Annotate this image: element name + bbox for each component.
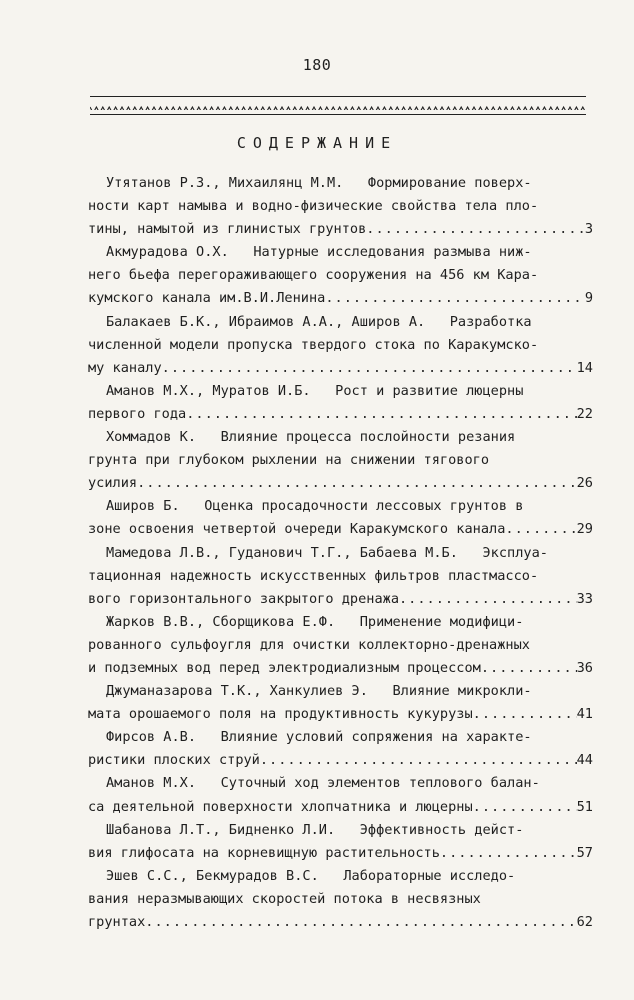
toc-entry	[88, 772, 593, 818]
toc-page-number: 14	[576, 359, 593, 376]
toc-page-number: 33	[576, 590, 593, 607]
toc-entry-line	[88, 287, 593, 310]
toc-entry-line: Утятанов Р.З., Михаилянц М.М. Формирование поверх-	[106, 175, 532, 191]
page-number: 180	[302, 56, 332, 74]
dot-leader	[162, 357, 577, 380]
toc-page-number: 62	[576, 914, 593, 930]
toc-entry-line	[88, 403, 593, 426]
toc-entry-line: Аширов Б. Оценка просадочности лессовых грунтов в	[106, 498, 524, 515]
toc-entry-line: Аманов М.Х. Суточный ход элементов теплового балан-	[106, 775, 540, 792]
toc-page-number: 41	[576, 706, 593, 723]
toc-entry-line: Эшев С.С., Бекмурадов В.С. Лабораторные исследо-	[106, 867, 516, 884]
toc-entry-line: Акмурадова О.Х. Натурные исследования размыва ниж-	[106, 244, 532, 261]
dot-leader	[505, 518, 576, 541]
toc-entry-line	[88, 357, 593, 380]
dot-leader	[366, 218, 585, 241]
toc-entry-text: и подземных вод перед электродиализным процессом	[88, 659, 481, 676]
dot-leader	[137, 472, 577, 495]
toc-entry-line	[88, 218, 593, 241]
toc-page-number: 36	[576, 659, 593, 676]
toc-entry-line: ности карт намыва и водно-физические свойства тела пло-	[88, 198, 539, 215]
table-of-contents	[88, 172, 593, 934]
toc-entry-line: рованного сульфоугля для очистки коллекторно-дренажных	[88, 636, 530, 653]
toc-entry-line	[88, 796, 593, 819]
toc-entry-line: тационная надежность искусственных фильтров пластмассо-	[88, 567, 539, 584]
toc-entry-text: грунтах	[88, 914, 146, 930]
toc-page-number: 9	[584, 290, 593, 307]
toc-entry-line	[88, 749, 593, 772]
toc-page-number: 26	[576, 475, 593, 492]
dot-leader	[260, 749, 577, 772]
dot-leader	[473, 796, 577, 819]
dot-leader	[325, 287, 584, 310]
toc-entry	[88, 311, 593, 380]
toc-entry-text: вия глифосата на корневищную растительность	[88, 844, 440, 861]
toc-entry	[88, 611, 593, 680]
toc-entry-line: грунта при глубоком рыхлении на снижении тягового	[88, 452, 490, 469]
ornament-zigzag-band	[90, 100, 586, 110]
toc-entry-text: мата орошаемого поля на продуктивность кукурузы	[88, 706, 473, 723]
toc-entry-text: ристики плоских струй	[88, 752, 260, 769]
toc-entry-line	[88, 703, 593, 726]
toc-entry	[88, 426, 593, 495]
toc-entry	[88, 495, 593, 541]
contents-heading: СОДЕРЖАНИЕ	[236, 134, 398, 152]
toc-entry	[88, 865, 593, 934]
toc-entry-line: Фирсов А.В. Влияние условий сопряжения на характе-	[106, 729, 532, 746]
toc-entry	[88, 680, 593, 726]
toc-entry-text: са деятельной поверхности хлопчатника и люцерны	[88, 798, 473, 815]
toc-entry-line: численной модели пропуска твердого стока по Каракумско-	[88, 336, 539, 353]
toc-entry-text: му каналу	[88, 359, 162, 376]
toc-page-number: 51	[576, 798, 593, 815]
toc-entry	[88, 172, 593, 241]
toc-entry-text: зоне освоения четвертой очереди Каракумского канала	[88, 521, 506, 538]
toc-entry	[88, 726, 593, 772]
dot-leader	[399, 588, 577, 611]
toc-entry-line: него бьефа перегораживающего сооружения на 456 км Кара-	[88, 267, 539, 284]
toc-entry-line: Балакаев Б.К., Ибраимов А.А., Аширов А. Разработка	[106, 313, 532, 330]
toc-entry-text: кумского канала им.В.И.Ленина	[88, 290, 326, 307]
toc-entry-line	[88, 657, 593, 680]
toc-entry-line	[88, 472, 593, 495]
toc-entry	[88, 380, 593, 426]
toc-entry-text: усилия	[88, 475, 138, 492]
toc-entry-line: Хоммадов К. Влияние процесса послойности резания	[106, 429, 516, 446]
toc-entry-line: Аманов М.Х., Муратов И.Б. Рост и развитие люцерны	[106, 382, 524, 399]
dot-leader	[473, 703, 577, 726]
toc-entry-line	[88, 842, 593, 865]
toc-entry-text: вого горизонтального закрытого дренажа	[88, 590, 399, 607]
dot-leader	[440, 842, 577, 865]
dot-leader	[186, 403, 576, 426]
toc-entry-text: тины, намытой из глинистых грунтов	[88, 221, 367, 238]
toc-entry-line: Жарков В.В., Сборщикова Е.Ф. Применение модифици-	[106, 613, 524, 630]
toc-entry-line: Мамедова Л.В., Гуданович Т.Г., Бабаева М.Б. Эксплуа-	[106, 544, 548, 561]
toc-entry-line	[88, 588, 593, 611]
ornament-bottom-rule	[90, 114, 586, 115]
toc-page-number: 44	[576, 752, 593, 769]
toc-page-number: 3	[584, 221, 593, 238]
zigzag-pattern	[90, 105, 586, 110]
dot-leader	[145, 911, 576, 934]
toc-entry-line: вания неразмывающих скоростей потока в несвязных	[88, 890, 481, 907]
toc-page-number: 29	[576, 521, 593, 538]
toc-entry-line	[88, 911, 593, 934]
ornament-top-rule	[90, 96, 586, 97]
dot-leader	[481, 657, 577, 680]
toc-entry-line	[88, 518, 593, 541]
toc-entry	[88, 819, 593, 865]
toc-entry-line: Шабанова Л.Т., Бидненко Л.И. Эффективность дейст-	[106, 821, 524, 838]
toc-entry-line: Джуманазарова Т.К., Ханкулиев Э. Влияние микрокли-	[106, 683, 532, 700]
toc-page-number: 22	[576, 405, 593, 422]
toc-entry-text: первого года	[88, 405, 187, 422]
toc-entry	[88, 241, 593, 310]
toc-entry	[88, 542, 593, 611]
toc-page-number: 57	[576, 844, 593, 861]
